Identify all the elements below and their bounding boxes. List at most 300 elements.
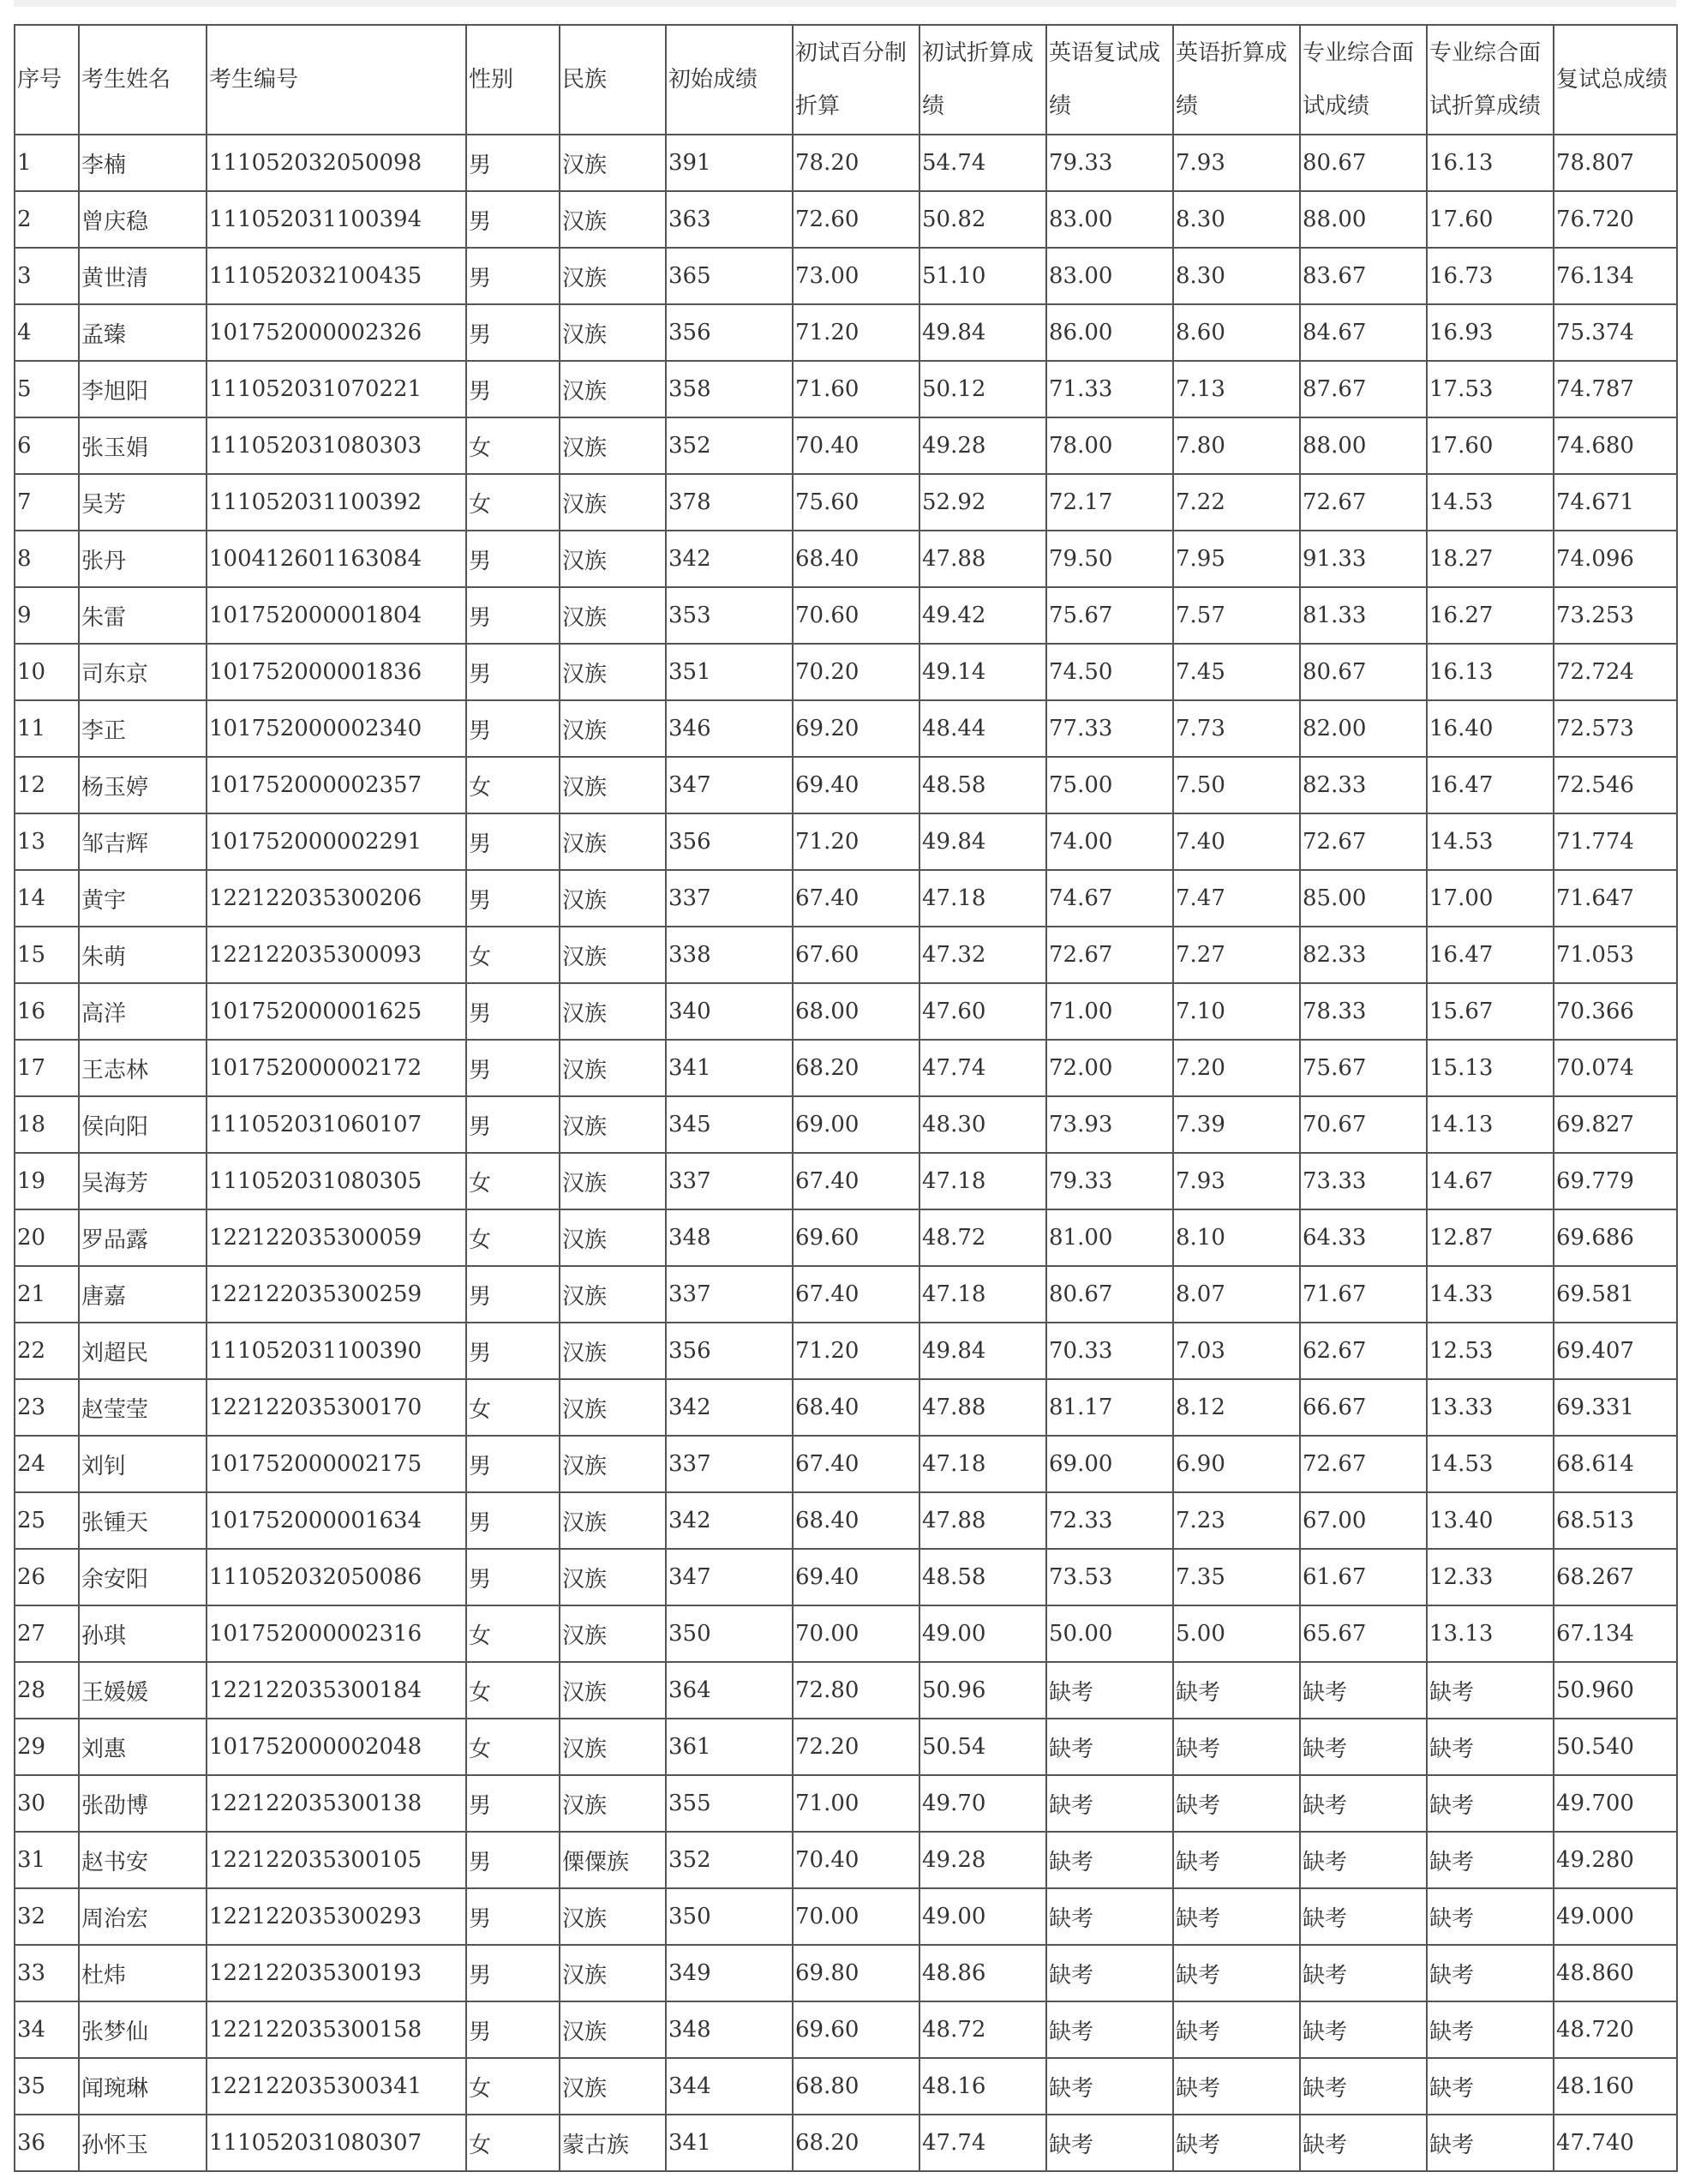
table-body (15, 135, 1677, 2171)
table-cell: 女 (466, 474, 560, 531)
table-cell: 7.35 (1173, 1549, 1300, 1605)
table-cell: 72.20 (793, 1719, 919, 1775)
table-cell: 67.40 (793, 1153, 919, 1209)
table-cell: 缺考 (1046, 1888, 1173, 1945)
table-cell: 缺考 (1300, 1719, 1427, 1775)
table-cell: 70.60 (793, 587, 919, 644)
table-cell: 73.00 (793, 248, 919, 304)
table-cell: 80.67 (1046, 1266, 1173, 1323)
table-cell: 汉族 (560, 1549, 666, 1605)
table-cell: 74.00 (1046, 813, 1173, 870)
table-cell: 83.67 (1300, 248, 1427, 304)
table-cell: 65.67 (1300, 1605, 1427, 1662)
table-cell: 91.33 (1300, 531, 1427, 587)
table-row (15, 927, 1677, 983)
table-cell: 71.33 (1046, 361, 1173, 417)
table-cell: 68.40 (793, 531, 919, 587)
table-cell: 缺考 (1427, 1888, 1554, 1945)
table-cell: 汉族 (560, 1436, 666, 1492)
table-cell: 342 (666, 1379, 793, 1436)
table-cell: 8.10 (1173, 1209, 1300, 1266)
table-cell: 78.807 (1554, 135, 1677, 191)
table-cell: 汉族 (560, 927, 666, 983)
table-cell: 19 (15, 1153, 79, 1209)
table-cell: 49.28 (919, 1832, 1046, 1888)
table-cell: 汉族 (560, 417, 666, 474)
table-cell: 101752000002175 (207, 1436, 466, 1492)
table-cell: 71.20 (793, 813, 919, 870)
table-cell: 女 (466, 1662, 560, 1719)
table-cell: 缺考 (1173, 1719, 1300, 1775)
table-cell: 111052031100390 (207, 1323, 466, 1379)
table-row (15, 813, 1677, 870)
table-cell: 81.17 (1046, 1379, 1173, 1436)
table-cell: 杨玉婷 (79, 757, 207, 813)
table-cell: 14.53 (1427, 1436, 1554, 1492)
table-cell: 31 (15, 1832, 79, 1888)
table-cell: 刘惠 (79, 1719, 207, 1775)
table-cell: 男 (466, 531, 560, 587)
table-cell: 72.724 (1554, 644, 1677, 700)
table-cell: 47.18 (919, 1153, 1046, 1209)
table-cell: 47.88 (919, 531, 1046, 587)
table-cell: 348 (666, 1209, 793, 1266)
table-cell: 孙怀玉 (79, 2115, 207, 2171)
table-cell: 353 (666, 587, 793, 644)
table-cell: 69.40 (793, 757, 919, 813)
table-cell: 101752000002316 (207, 1605, 466, 1662)
table-cell: 男 (466, 587, 560, 644)
table-cell: 蒙古族 (560, 2115, 666, 2171)
table-cell: 唐嘉 (79, 1266, 207, 1323)
table-cell: 汉族 (560, 248, 666, 304)
table-cell: 吴芳 (79, 474, 207, 531)
table-cell: 49.84 (919, 813, 1046, 870)
table-cell: 7.20 (1173, 1040, 1300, 1096)
table-row (15, 1549, 1677, 1605)
table-cell: 女 (466, 2058, 560, 2115)
table-cell: 汉族 (560, 1266, 666, 1323)
table-cell: 72.67 (1300, 1436, 1427, 1492)
table-cell: 女 (466, 1605, 560, 1662)
table-cell: 50.00 (1046, 1605, 1173, 1662)
table-cell: 101752000001625 (207, 983, 466, 1040)
table-cell: 54.74 (919, 135, 1046, 191)
table-cell: 30 (15, 1775, 79, 1832)
table-cell: 汉族 (560, 813, 666, 870)
table-cell: 14.67 (1427, 1153, 1554, 1209)
table-row (15, 587, 1677, 644)
table-cell: 72.17 (1046, 474, 1173, 531)
table-cell: 汉族 (560, 1040, 666, 1096)
table-cell: 7.23 (1173, 1492, 1300, 1549)
table-cell: 16.47 (1427, 927, 1554, 983)
table-cell: 14 (15, 870, 79, 927)
table-cell: 刘钊 (79, 1436, 207, 1492)
table-row (15, 1775, 1677, 1832)
table-cell: 78.00 (1046, 417, 1173, 474)
table-cell: 8.30 (1173, 191, 1300, 248)
table-cell: 48.86 (919, 1945, 1046, 2001)
table-cell: 7.80 (1173, 417, 1300, 474)
table-cell: 15.13 (1427, 1040, 1554, 1096)
table-row (15, 417, 1677, 474)
table-cell: 汉族 (560, 1153, 666, 1209)
table-cell: 汉族 (560, 1096, 666, 1153)
table-cell: 缺考 (1300, 1888, 1427, 1945)
table-row (15, 1719, 1677, 1775)
column-header: 专业综合面试成绩 (1300, 25, 1427, 135)
table-cell: 88.00 (1300, 191, 1427, 248)
table-cell: 122122035300259 (207, 1266, 466, 1323)
table-cell: 101752000002048 (207, 1719, 466, 1775)
table-cell: 7.27 (1173, 927, 1300, 983)
table-cell: 364 (666, 1662, 793, 1719)
table-cell: 101752000001836 (207, 644, 466, 700)
table-cell: 365 (666, 248, 793, 304)
table-cell: 66.67 (1300, 1379, 1427, 1436)
table-cell: 汉族 (560, 191, 666, 248)
table-cell: 69.827 (1554, 1096, 1677, 1153)
table-cell: 50.54 (919, 1719, 1046, 1775)
table-cell: 男 (466, 813, 560, 870)
table-cell: 346 (666, 700, 793, 757)
table-cell: 75.374 (1554, 304, 1677, 361)
table-cell: 张锺天 (79, 1492, 207, 1549)
table-cell: 孟臻 (79, 304, 207, 361)
table-cell: 69.407 (1554, 1323, 1677, 1379)
table-cell: 15 (15, 927, 79, 983)
table-cell: 27 (15, 1605, 79, 1662)
table-cell: 50.540 (1554, 1719, 1677, 1775)
table-cell: 122122035300105 (207, 1832, 466, 1888)
table-cell: 78.20 (793, 135, 919, 191)
table-cell: 34 (15, 2001, 79, 2058)
table-row (15, 1266, 1677, 1323)
table-cell: 48.30 (919, 1096, 1046, 1153)
table-cell: 122122035300184 (207, 1662, 466, 1719)
table-cell: 25 (15, 1492, 79, 1549)
table-cell: 7.93 (1173, 135, 1300, 191)
table-cell: 21 (15, 1266, 79, 1323)
table-cell: 69.00 (1046, 1436, 1173, 1492)
table-cell: 黄宇 (79, 870, 207, 927)
table-cell: 47.32 (919, 927, 1046, 983)
table-cell: 16.40 (1427, 700, 1554, 757)
table-cell: 男 (466, 870, 560, 927)
table-cell: 70.40 (793, 1832, 919, 1888)
table-cell: 74.096 (1554, 531, 1677, 587)
table-cell: 缺考 (1046, 2115, 1173, 2171)
table-cell: 111052031100392 (207, 474, 466, 531)
table-cell: 缺考 (1046, 1832, 1173, 1888)
table-cell: 69.581 (1554, 1266, 1677, 1323)
table-row (15, 2001, 1677, 2058)
table-cell: 73.253 (1554, 587, 1677, 644)
table-cell: 72.67 (1300, 474, 1427, 531)
column-header: 英语复试成绩 (1046, 25, 1173, 135)
table-cell: 76.720 (1554, 191, 1677, 248)
table-cell: 13.13 (1427, 1605, 1554, 1662)
table-cell: 赵莹莹 (79, 1379, 207, 1436)
table-cell: 8.30 (1173, 248, 1300, 304)
table-row (15, 1888, 1677, 1945)
table-cell: 69.331 (1554, 1379, 1677, 1436)
table-cell: 王媛媛 (79, 1662, 207, 1719)
table-cell: 344 (666, 2058, 793, 2115)
table-row (15, 2115, 1677, 2171)
table-cell: 101752000002357 (207, 757, 466, 813)
table-cell: 122122035300059 (207, 1209, 466, 1266)
table-cell: 111052031060107 (207, 1096, 466, 1153)
table-cell: 23 (15, 1379, 79, 1436)
table-cell: 高洋 (79, 983, 207, 1040)
table-cell: 17.00 (1427, 870, 1554, 927)
table-cell: 358 (666, 361, 793, 417)
table-cell: 8 (15, 531, 79, 587)
table-cell: 78.33 (1300, 983, 1427, 1040)
table-cell: 68.00 (793, 983, 919, 1040)
table-cell: 缺考 (1427, 1832, 1554, 1888)
column-header: 复试总成绩 (1554, 25, 1677, 135)
column-header: 专业综合面试折算成绩 (1427, 25, 1554, 135)
table-row (15, 1379, 1677, 1436)
table-cell: 张丹 (79, 531, 207, 587)
table-cell: 汉族 (560, 644, 666, 700)
table-cell: 12.53 (1427, 1323, 1554, 1379)
table-cell: 缺考 (1173, 1775, 1300, 1832)
table-cell: 75.00 (1046, 757, 1173, 813)
table-cell: 351 (666, 644, 793, 700)
column-header: 初始成绩 (666, 25, 793, 135)
table-cell: 101752000002291 (207, 813, 466, 870)
table-cell: 邹吉辉 (79, 813, 207, 870)
table-cell: 17 (15, 1040, 79, 1096)
table-cell: 男 (466, 1040, 560, 1096)
table-cell: 122122035300093 (207, 927, 466, 983)
table-cell: 71.00 (793, 1775, 919, 1832)
table-cell: 缺考 (1046, 1775, 1173, 1832)
table-cell: 68.20 (793, 2115, 919, 2171)
table-cell: 缺考 (1427, 1662, 1554, 1719)
table-cell: 男 (466, 191, 560, 248)
table-cell: 68.20 (793, 1040, 919, 1096)
table-cell: 74.787 (1554, 361, 1677, 417)
table-cell: 女 (466, 417, 560, 474)
table-cell: 71.647 (1554, 870, 1677, 927)
table-cell: 70.366 (1554, 983, 1677, 1040)
table-cell: 17.53 (1427, 361, 1554, 417)
table-cell: 7.39 (1173, 1096, 1300, 1153)
table-cell: 汉族 (560, 983, 666, 1040)
table-cell: 6 (15, 417, 79, 474)
table-cell: 77.33 (1046, 700, 1173, 757)
table-cell: 7.57 (1173, 587, 1300, 644)
table-cell: 48.72 (919, 2001, 1046, 2058)
table-cell: 85.00 (1300, 870, 1427, 927)
table-cell: 79.33 (1046, 135, 1173, 191)
table-cell: 缺考 (1046, 2058, 1173, 2115)
table-cell: 缺考 (1427, 1719, 1554, 1775)
column-header: 英语折算成绩 (1173, 25, 1300, 135)
table-cell: 72.80 (793, 1662, 919, 1719)
table-cell: 67.134 (1554, 1605, 1677, 1662)
table-cell: 79.33 (1046, 1153, 1173, 1209)
table-cell: 周治宏 (79, 1888, 207, 1945)
table-cell: 17.60 (1427, 191, 1554, 248)
table-cell: 75.67 (1046, 587, 1173, 644)
table-cell: 女 (466, 1153, 560, 1209)
table-cell: 100412601163084 (207, 531, 466, 587)
table-cell: 汉族 (560, 1775, 666, 1832)
table-row (15, 870, 1677, 927)
table-cell: 缺考 (1046, 1945, 1173, 2001)
table-cell: 47.74 (919, 2115, 1046, 2171)
table-cell: 6.90 (1173, 1436, 1300, 1492)
table-cell: 16.27 (1427, 587, 1554, 644)
table-cell: 16.93 (1427, 304, 1554, 361)
table-cell: 74.50 (1046, 644, 1173, 700)
table-cell: 缺考 (1427, 1775, 1554, 1832)
table-cell: 缺考 (1046, 1719, 1173, 1775)
table-cell: 张玉娟 (79, 417, 207, 474)
table-row (15, 361, 1677, 417)
table-cell: 47.88 (919, 1379, 1046, 1436)
table-cell: 黄世清 (79, 248, 207, 304)
table-cell: 72.573 (1554, 700, 1677, 757)
table-cell: 8.07 (1173, 1266, 1300, 1323)
table-row (15, 1323, 1677, 1379)
table-cell: 67.60 (793, 927, 919, 983)
table-cell: 男 (466, 644, 560, 700)
table-cell: 男 (466, 1436, 560, 1492)
table-cell: 50.82 (919, 191, 1046, 248)
table-cell: 22 (15, 1323, 79, 1379)
table-cell: 男 (466, 983, 560, 1040)
table-row (15, 135, 1677, 191)
table-cell: 50.960 (1554, 1662, 1677, 1719)
table-row (15, 1436, 1677, 1492)
table-cell: 47.74 (919, 1040, 1046, 1096)
table-row (15, 2058, 1677, 2115)
table-cell: 32 (15, 1888, 79, 1945)
table-cell: 孙琪 (79, 1605, 207, 1662)
table-cell: 48.58 (919, 757, 1046, 813)
table-cell: 35 (15, 2058, 79, 2115)
table-cell: 8.12 (1173, 1379, 1300, 1436)
table-cell: 68.40 (793, 1492, 919, 1549)
table-cell: 16.47 (1427, 757, 1554, 813)
table-cell: 101752000001804 (207, 587, 466, 644)
table-cell: 70.67 (1300, 1096, 1427, 1153)
table-cell: 352 (666, 417, 793, 474)
table-cell: 缺考 (1173, 1662, 1300, 1719)
table-cell: 69.80 (793, 1945, 919, 2001)
table-cell: 3 (15, 248, 79, 304)
table-cell: 缺考 (1173, 2115, 1300, 2171)
table-cell: 李正 (79, 700, 207, 757)
table-cell: 76.134 (1554, 248, 1677, 304)
table-cell: 7.40 (1173, 813, 1300, 870)
table-cell: 391 (666, 135, 793, 191)
table-cell: 7.22 (1173, 474, 1300, 531)
table-cell: 338 (666, 927, 793, 983)
table-cell: 2 (15, 191, 79, 248)
table-cell: 356 (666, 1323, 793, 1379)
table-cell: 汉族 (560, 474, 666, 531)
table-cell: 汉族 (560, 1719, 666, 1775)
table-cell: 337 (666, 1153, 793, 1209)
score-table (14, 24, 1678, 2172)
table-cell: 缺考 (1427, 2058, 1554, 2115)
table-cell: 361 (666, 1719, 793, 1775)
table-cell: 101752000002172 (207, 1040, 466, 1096)
table-cell: 70.00 (793, 1888, 919, 1945)
table-cell: 26 (15, 1549, 79, 1605)
table-cell: 81.33 (1300, 587, 1427, 644)
table-cell: 汉族 (560, 1888, 666, 1945)
table-cell: 朱萌 (79, 927, 207, 983)
table-cell: 47.60 (919, 983, 1046, 1040)
table-cell: 12.33 (1427, 1549, 1554, 1605)
table-cell: 司东京 (79, 644, 207, 700)
table-cell: 68.513 (1554, 1492, 1677, 1549)
table-cell: 刘超民 (79, 1323, 207, 1379)
table-cell: 侯向阳 (79, 1096, 207, 1153)
table-cell: 李旭阳 (79, 361, 207, 417)
table-cell: 48.16 (919, 2058, 1046, 2115)
table-cell: 缺考 (1300, 2058, 1427, 2115)
table-row (15, 474, 1677, 531)
table-cell: 缺考 (1046, 2001, 1173, 2058)
table-cell: 16.13 (1427, 135, 1554, 191)
table-cell: 47.18 (919, 1266, 1046, 1323)
table-cell: 349 (666, 1945, 793, 2001)
table-cell: 50.96 (919, 1662, 1046, 1719)
table-cell: 68.614 (1554, 1436, 1677, 1492)
table-cell: 缺考 (1173, 1832, 1300, 1888)
table-cell: 122122035300193 (207, 1945, 466, 2001)
table-cell: 15.67 (1427, 983, 1554, 1040)
table-cell: 女 (466, 1209, 560, 1266)
table-cell: 52.92 (919, 474, 1046, 531)
table-row (15, 1040, 1677, 1096)
table-row (15, 248, 1677, 304)
table-cell: 350 (666, 1888, 793, 1945)
table-cell: 28 (15, 1662, 79, 1719)
table-row (15, 644, 1677, 700)
table-row (15, 1492, 1677, 1549)
table-cell: 33 (15, 1945, 79, 2001)
table-cell: 18 (15, 1096, 79, 1153)
table-cell: 64.33 (1300, 1209, 1427, 1266)
table-cell: 69.00 (793, 1096, 919, 1153)
table-cell: 男 (466, 361, 560, 417)
table-cell: 汉族 (560, 2058, 666, 2115)
table-cell: 88.00 (1300, 417, 1427, 474)
table-cell: 7.03 (1173, 1323, 1300, 1379)
table-row (15, 304, 1677, 361)
table-cell: 罗品露 (79, 1209, 207, 1266)
table-cell: 74.680 (1554, 417, 1677, 474)
table-cell: 73.93 (1046, 1096, 1173, 1153)
table-cell: 男 (466, 248, 560, 304)
table-cell: 傈僳族 (560, 1832, 666, 1888)
table-cell: 8.60 (1173, 304, 1300, 361)
table-cell: 67.40 (793, 870, 919, 927)
table-cell: 71.20 (793, 1323, 919, 1379)
table-cell: 337 (666, 1266, 793, 1323)
